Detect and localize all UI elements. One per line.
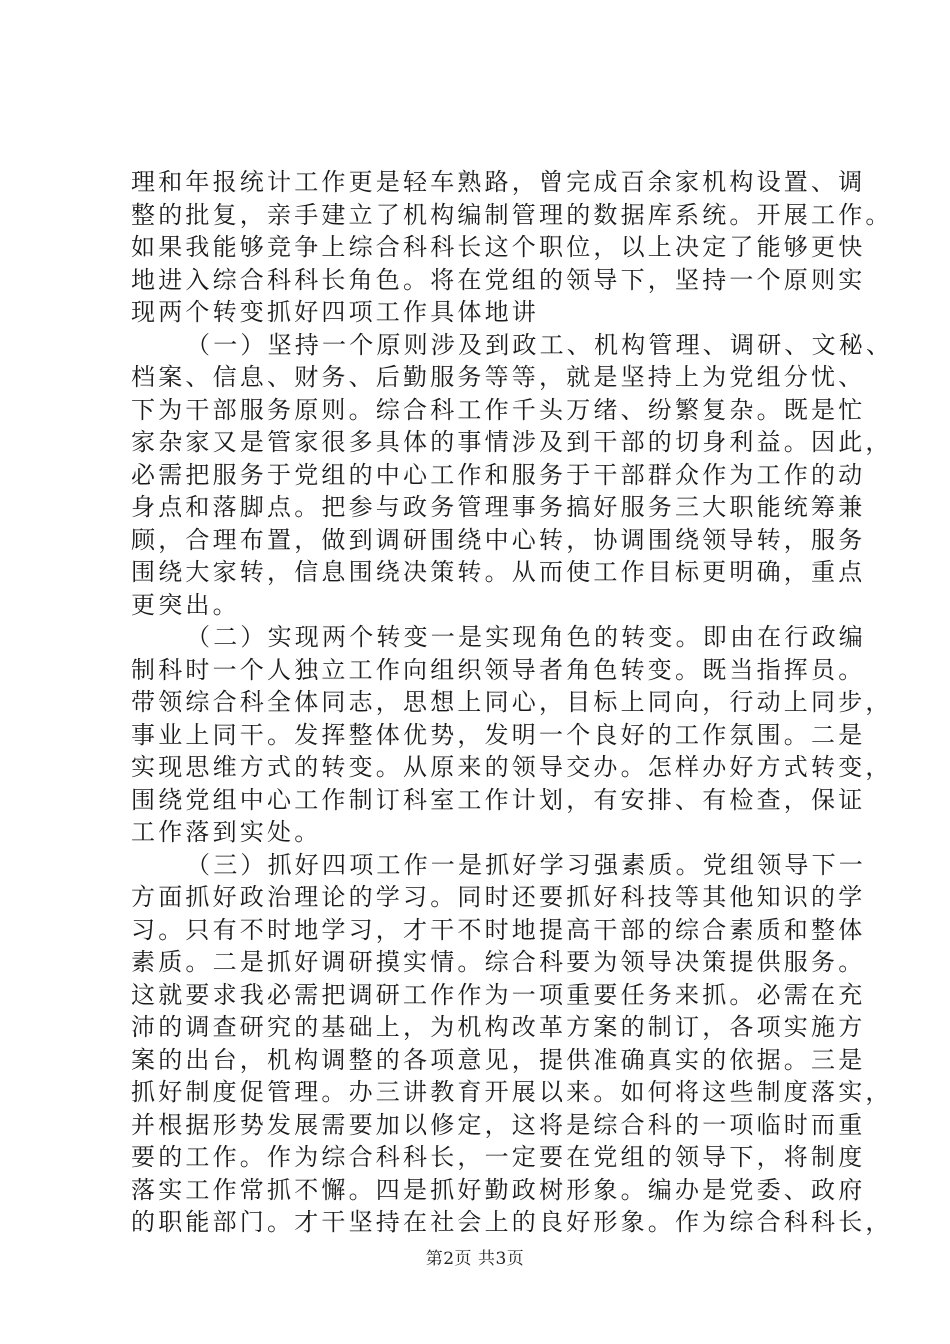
text-line: 地进入综合科科长角色。将在党组的领导下，坚持一个原则实 [131, 265, 866, 294]
text-line: 下为干部服务原则。综合科工作千头万绪、纷繁复杂。既是忙 [131, 395, 866, 424]
text-line: 更突出。 [131, 590, 240, 619]
text-line: 围绕党组中心工作制订科室工作计划，有安排、有检查，保证 [131, 785, 866, 814]
page-footer: 第2页 共3页 [425, 1249, 525, 1269]
text-line: 工作落到实处。 [131, 818, 322, 846]
text-line: 方面抓好政治理论的学习。同时还要抓好科技等其他知识的学 [131, 883, 866, 911]
text-line: 如果我能够竞争上综合科科长这个职位，以上决定了能够更快 [131, 233, 866, 261]
text-line: 习。只有不时地学习，才干不时地提高干部的综合素质和整体 [131, 915, 866, 944]
text-line: （三）抓好四项工作一是抓好学习强素质。党组领导下一 [186, 850, 866, 879]
text-line: 落实工作常抓不懈。四是抓好勤政树形象。编办是党委、政府 [131, 1175, 866, 1204]
text-line: 案的出台，机构调整的各项意见，提供准确真实的依据。三是 [131, 1045, 866, 1074]
text-line: 理和年报统计工作更是轻车熟路，曾完成百余家机构设置、调 [131, 168, 866, 196]
text-line: 现两个转变抓好四项工作具体地讲 [131, 298, 539, 326]
text-line: （二）实现两个转变一是实现角色的转变。即由在行政编 [186, 623, 866, 651]
text-line: 事业上同干。发挥整体优势，发明一个良好的工作氛围。二是 [131, 720, 866, 749]
text-line: 必需把服务于党组的中心工作和服务于干部群众作为工作的动 [131, 460, 866, 489]
text-line: 要的工作。作为综合科科长，一定要在党组的领导下，将制度 [131, 1143, 866, 1171]
text-line: 顾，合理布置，做到调研围绕中心转，协调围绕领导转，服务 [131, 525, 866, 554]
text-line: 沛的调查研究的基础上，为机构改革方案的制订，各项实施方 [131, 1013, 866, 1041]
text-line: 档案、信息、财务、后勤服务等等，就是坚持上为党组分忧、 [131, 363, 866, 391]
text-line: 这就要求我必需把调研工作作为一项重要任务来抓。必需在充 [131, 980, 866, 1009]
text-line: 实现思维方式的转变。从原来的领导交办。怎样办好方式转变， [131, 753, 893, 781]
text-line: 抓好制度促管理。办三讲教育开展以来。如何将这些制度落实， [131, 1078, 893, 1106]
text-line: 身点和落脚点。把参与政务管理事务搞好服务三大职能统筹兼 [131, 493, 866, 521]
text-line: 带领综合科全体同志，思想上同心，目标上同向，行动上同步， [131, 688, 893, 716]
body-text [131, 166, 894, 1239]
text-line: 并根据形势发展需要加以修定，这将是综合科的一项临时而重 [131, 1110, 866, 1139]
text-line: （一）坚持一个原则涉及到政工、机构管理、调研、文秘、 [186, 330, 894, 359]
text-line: 家杂家又是管家很多具体的事情涉及到干部的切身利益。因此， [131, 428, 893, 456]
text-line: 围绕大家转，信息围绕决策转。从而使工作目标更明确，重点 [131, 558, 866, 586]
text-line: 的职能部门。才干坚持在社会上的良好形象。作为综合科科长， [131, 1208, 893, 1236]
text-line: 制科时一个人独立工作向组织领导者角色转变。既当指挥员。 [131, 655, 866, 684]
text-line: 素质。二是抓好调研摸实情。综合科要为领导决策提供服务。 [131, 948, 866, 976]
text-line: 整的批复，亲手建立了机构编制管理的数据库系统。开展工作。 [131, 200, 893, 229]
